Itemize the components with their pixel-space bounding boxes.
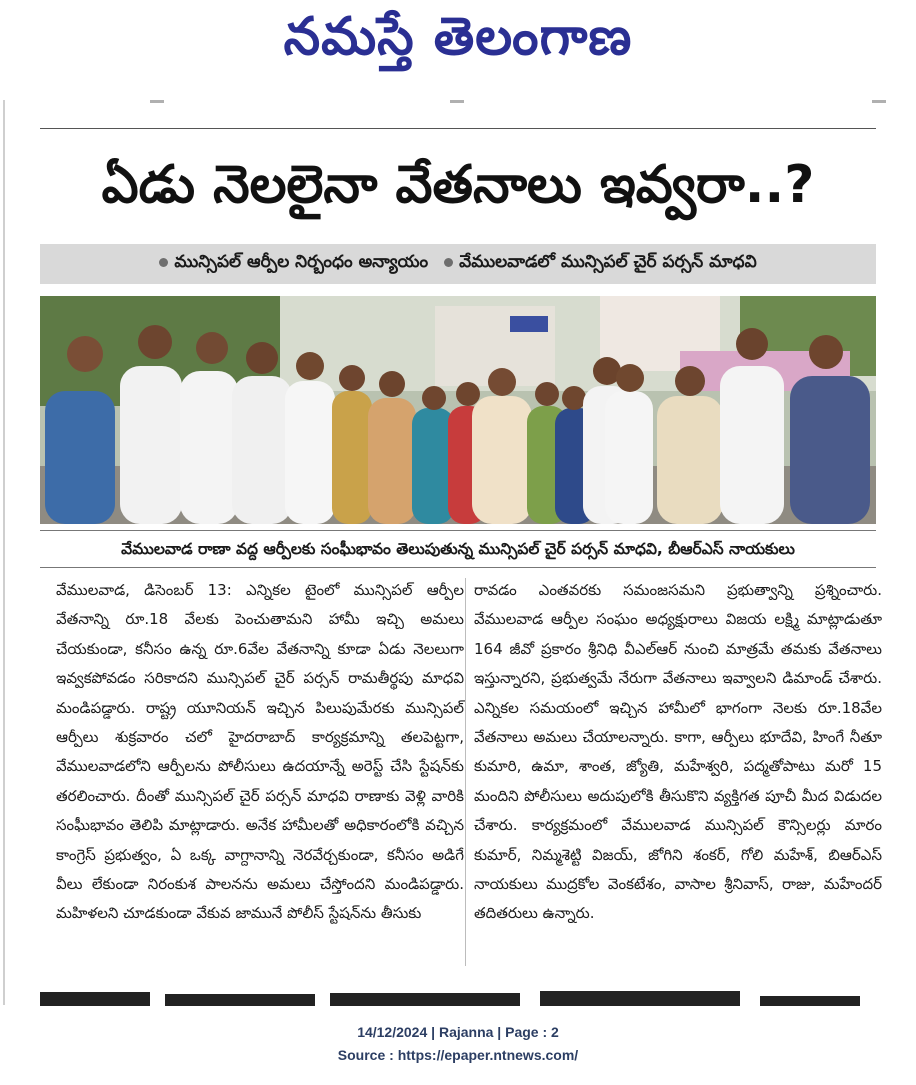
article-photo bbox=[40, 296, 876, 524]
subheading-bar bbox=[40, 244, 876, 284]
group-photo-illustration bbox=[40, 296, 876, 524]
subhead-item bbox=[159, 252, 428, 276]
page-edge-rule bbox=[3, 100, 5, 1005]
article-headline: ఏడు నెలలైనా వేతనాలు ఇవ్వరా..? bbox=[101, 155, 815, 215]
subhead-item bbox=[444, 252, 757, 276]
bullet-icon bbox=[444, 258, 453, 267]
column-mark bbox=[872, 100, 886, 103]
newspaper-masthead bbox=[0, 0, 916, 80]
subhead-text: వేములవాడలో మున్సిపల్ చైర్ పర్సన్ మాధవి bbox=[459, 252, 757, 272]
column-divider bbox=[465, 578, 466, 966]
next-article-headline-cutoff bbox=[40, 988, 876, 1006]
column-mark bbox=[150, 100, 164, 103]
article-body-left-column: వేములవాడ, డిసెంబర్ 13: ఎన్నికల టైంలో మున్సిపల్ ఆర్పీల వేతనాన్ని రూ.18 వేలకు పెంచుతామని హామీ ఇచ్చి అమలు చేయకుండా, కనీసం ఉన్న రూ.6వేల వేతనాన్ని కూడా ఏడు నెలలుగా ఇవ్వకపోవడం సరికాదని మున్సిపల్ చైర్ పర్సన్ రామతీర్థపు మాధవి మండిపడ్డారు. రాష్ట్ర యూనియన్ ఇచ్చిన పిలుపుమేరకు మున్సిపల్ ఆర్పీలు శుక్రవారం చలో హైదరాబాద్ కార్యక్రమాన్ని తలపెట్టగా, వేములవాడలోని ఆర్పీలను పోలీసులు ఉదయాన్నే అరెస్ట్ చేసి స్టేషన్‌కు తరలించారు. దీంతో మున్సిపల్ చైర్ పర్సన్ మాధవి రాణాకు వెళ్లి వారికి సంఘీభావం తెలిపి మాట్లాడారు. అనేక హామీలతో అధికారంలోకి వచ్చిన కాంగ్రెస్ ప్రభుత్వం, ఏ ఒక్క వాగ్దానాన్ని నెరవేర్చకుండా, కనీసం అడిగే వీలు లేకుండా నిరంకుశ పాలనను అమలు చేస్తోందని మండిపడ్డారు. మహిళలని చూడకుండా వేకువ జామునే పోలీస్ స్టేషన్‌ను తీసుకు bbox=[56, 581, 464, 923]
subhead-text: మున్సిపల్ ఆర్పీల నిర్బంధం అన్యాయం bbox=[174, 252, 429, 272]
cutoff-headline-glyphs bbox=[40, 988, 876, 1006]
top-rule bbox=[40, 128, 876, 129]
photo-caption: వేములవాడ రాణా వద్ద ఆర్పీలకు సంఘీభావం తెలుపుతున్న మున్సిపల్ చైర్ పర్సన్ మాధవి, బీఆర్ఎస్ నాయకులు bbox=[40, 530, 876, 568]
masthead-title: నమస్తే తెలంగాణ bbox=[283, 6, 633, 67]
bullet-icon bbox=[159, 258, 168, 267]
article-body-right-column: రావడం ఎంతవరకు సమంజసమని ప్రభుత్వాన్ని ప్రశ్నించారు. వేములవాడ ఆర్పీల సంఘం అధ్యక్షురాలు విజయ లక్ష్మి మాట్లాడుతూ 164 జీవో ప్రకారం శ్రీనిధి వీఎల్ఆర్ నుంచి మాత్రమే తమకు వేతనాలు ఇస్తున్నారని, ప్రభుత్వమే నేరుగా వేతనాలు ఇవ్వాలని డిమాండ్ చేశారు. ఎన్నికల సమయంలో ఇచ్చిన హామీలో భాగంగా నెలకు రూ.18వేల వేతనాలు అమలు చేయాలన్నారు. కాగా, ఆర్పీలు భూదేవి, హింగే నీతూ కుమారి, ఉమా, శాంత, జ్యోతి, మహేశ్వరి, పద్మతోపాటు మరో 15 మందిని పోలీసులు అదుపులోకి తీసుకొని వ్యక్తిగత పూచీ మీద విడుదల చేశారు. కార్యక్రమంలో వేములవాడ మున్సిపల్ కౌన్సిలర్లు మారం కుమార్, నిమ్మశెట్టి విజయ్, జోగిని శంకర్, గోలి మహేశ్, బిఆర్ఎస్ నాయకులు ముద్రకోల వెంకటేశం, వాసాల శ్రీనివాస్, రాజు, మహేందర్ తదితరులు ఉన్నారు. bbox=[474, 581, 882, 923]
column-mark bbox=[450, 100, 464, 103]
source-link[interactable]: Source : https://epaper.ntnews.com/ bbox=[337, 1047, 579, 1063]
edition-info: 14/12/2024 | Rajanna | Page : 2 bbox=[357, 1024, 559, 1040]
